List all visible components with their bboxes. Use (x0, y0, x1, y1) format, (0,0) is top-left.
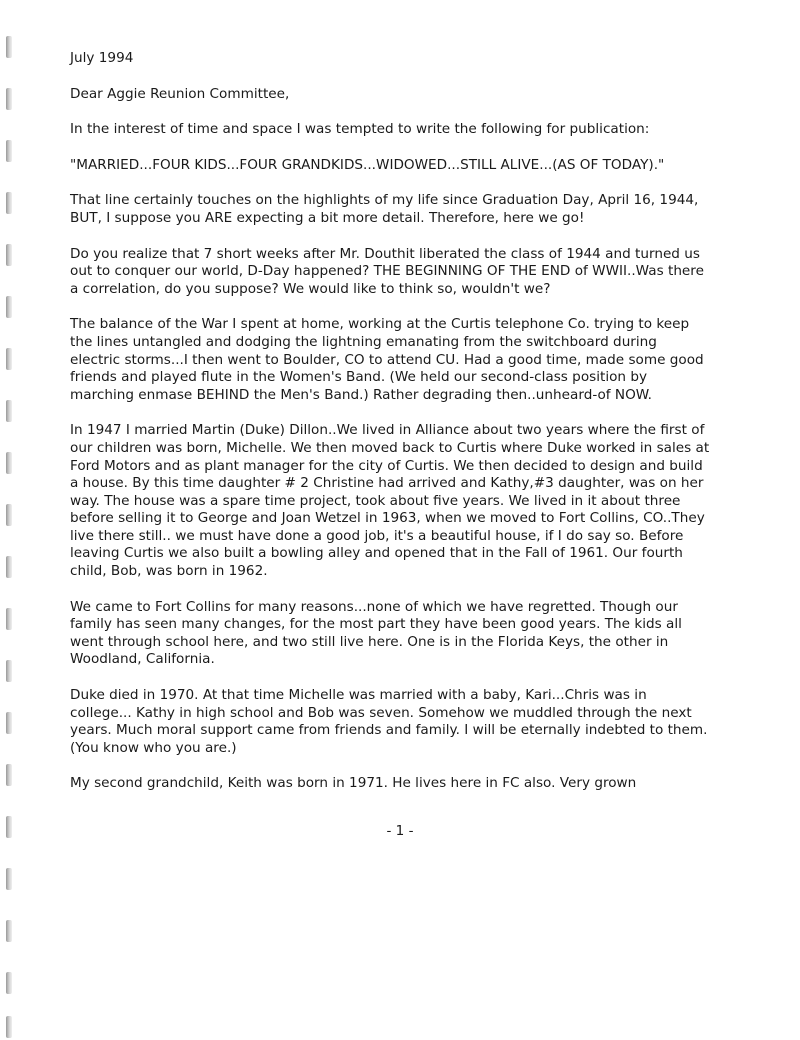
punch-hole-icon (6, 36, 12, 58)
punch-hole-icon (6, 712, 12, 734)
paragraph-fort-collins: We came to Fort Collins for many reasons...none of which we have regretted. Though our family has seen many changes, for the most part they have been good years. The kids all went through school here, and two still live here. One is in the Florida Keys, the other in Woodland, California. (70, 598, 682, 668)
letter-date: July 1994 (70, 50, 134, 66)
paragraph-highlights: That line certainly touches on the highlights of my life since Graduation Day, April 16, 1944, BUT, I suppose you ARE expecting a bit more detail. Therefore, here we go! (70, 192, 699, 226)
paragraph-war-years: The balance of the War I spent at home, working at the Curtis telephone Co. trying to keep the lines untangled and dodging the lightning emanating from the switchboard during electric storms...I then went to Boulder, CO to attend CU. Had a good time, made some good friends and played flute in the Women's Band. (We held our second-class position by marching enmase BEHIND the Men's Band.) Rather degrading then..unheard-of NOW. (70, 316, 704, 403)
punch-hole-icon (6, 88, 12, 110)
punch-hole-icon (6, 348, 12, 370)
punch-hole-icon (6, 556, 12, 578)
punch-hole-icon (6, 660, 12, 682)
punch-hole-icon (6, 140, 12, 162)
punch-hole-icon (6, 400, 12, 422)
paragraph-d-day: Do you realize that 7 short weeks after Mr. Douthit liberated the class of 1944 and turned us out to conquer our world, D-Day happened? THE BEGINNING OF THE END of WWII..Was there a correlation, do you suppose? We would like to think so, wouldn't we? (70, 245, 704, 297)
salutation: Dear Aggie Reunion Committee, (70, 85, 290, 102)
letter-body (70, 50, 710, 811)
punch-hole-icon (6, 972, 12, 994)
binder-punch-strip (0, 0, 20, 1040)
punch-hole-icon (6, 868, 12, 890)
paragraph-marriage: In 1947 I married Martin (Duke) Dillon..We lived in Alliance about two years where the first of our children was born, Michelle. We then moved back to Curtis where Duke worked in sales at Ford Motors and as plant manager for the city of Curtis. We then decided to design and build a house. By this time daughter # 2 Christine had arrived and Kathy,#3 daughter, was on her way. The house was a spare time project, took about five years. We lived in it about three before selling it to George and Joan Wetzel in 1963, when we moved to Fort Collins, CO..They live there still.. we must have done a good job, it's a beautiful house, if I do say so. Before leaving Curtis we also built a bowling alley and opened that in the Fall of 1961. Our fourth child, Bob, was born in 1962. (70, 422, 710, 580)
paragraph-widowed: Duke died in 1970. At that time Michelle was married with a baby, Kari...Chris was in college... Kathy in high school and Bob was seven. Somehow we muddled through the next years. Much moral support came from friends and family. I will be eternally indebted to them. (You know who you are.) (70, 687, 708, 756)
punch-hole-icon (6, 504, 12, 526)
punch-hole-icon (6, 1016, 12, 1038)
punch-hole-icon (6, 608, 12, 630)
paragraph-summary-quote: "MARRIED...FOUR KIDS...FOUR GRANDKIDS...WIDOWED...STILL ALIVE...(AS OF TODAY)." (70, 156, 665, 173)
punch-hole-icon (6, 244, 12, 266)
paragraph-grandchild: My second grandchild, Keith was born in 1971. He lives here in FC also. Very grown (70, 775, 637, 792)
punch-hole-icon (6, 764, 12, 786)
punch-hole-icon (6, 452, 12, 474)
punch-hole-icon (6, 296, 12, 318)
paragraph-intro: In the interest of time and space I was tempted to write the following for publication: (70, 121, 650, 138)
punch-hole-icon (6, 920, 12, 942)
page-number: - 1 - (386, 823, 414, 839)
punch-hole-icon (6, 192, 12, 214)
